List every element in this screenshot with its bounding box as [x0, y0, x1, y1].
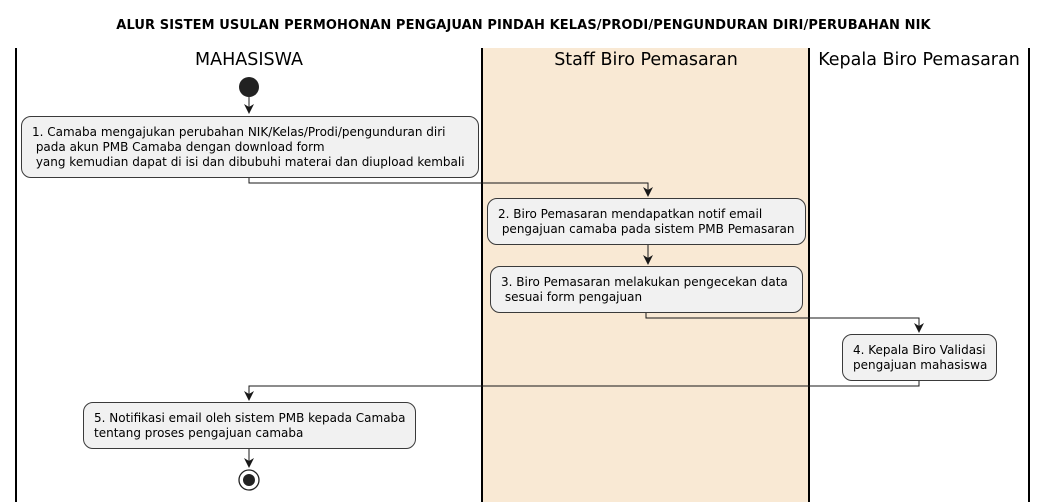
arrow-step1-to-step2 — [249, 178, 648, 196]
arrow-step3-to-step4 — [646, 313, 919, 332]
step-2-box: 2. Biro Pemasaran mendapatkan notif email pengajuan camaba pada sistem PMB Pemasaran — [487, 198, 806, 245]
diagram-title: ALUR SISTEM USULAN PERMOHONAN PENGAJUAN PINDAH KELAS/PRODI/PENGUNDURAN DIRI/PERUBAHAN NIK — [116, 18, 931, 33]
step-5-box: 5. Notifikasi email oleh sistem PMB kepada Camaba tentang proses pengajuan camaba — [83, 402, 416, 449]
lane-title-mahasiswa: MAHASISWA — [195, 50, 303, 70]
lane-title-kepala: Kepala Biro Pemasaran — [818, 50, 1020, 70]
step-3-box: 3. Biro Pemasaran melakukan pengecekan data sesuai form pengajuan — [490, 266, 803, 313]
start-node — [239, 77, 259, 97]
arrow-step4-to-step5 — [249, 381, 919, 400]
step-1-box: 1. Camaba mengajukan perubahan NIK/Kelas/Prodi/pengunduran diri pada akun PMB Camaba dengan download form yang kemudian dapat di isi dan dibubuhi materai dan diupload kembali — [21, 116, 479, 178]
lane-title-staff: Staff Biro Pemasaran — [554, 50, 738, 70]
step-4-box: 4. Kepala Biro Validasi pengajuan mahasiswa — [842, 334, 997, 381]
